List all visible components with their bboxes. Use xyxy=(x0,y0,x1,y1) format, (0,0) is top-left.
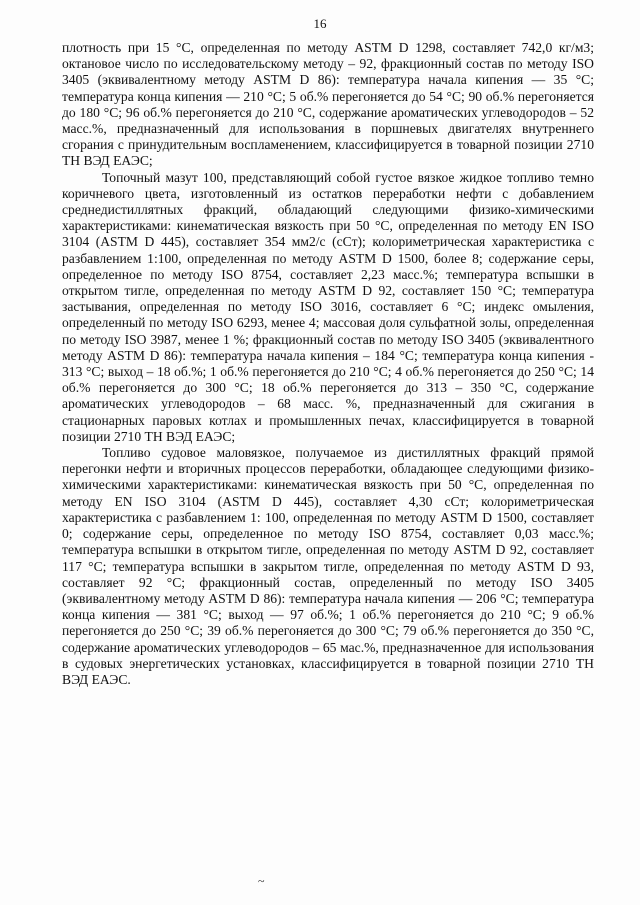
document-body xyxy=(62,40,594,688)
paragraph-marine-fuel: Топливо судовое маловязкое, получаемое из дистиллятных фракций прямой перегонки нефти и вторичных процессов переработки, обладающее следующими физико-химическими характеристиками: кинематическая вязкость при 50 °C, определенная по методу EN ISO 3104 (ASTM D 445), составляет 4,30 сСт; колориметрическая характеристика с разбавлением 1: 100, определенная по методу ASTM D 1500, составляет 0; содержание серы, определенное по методу ISO 8754, составляет 0,03 масс.%; температура вспышки в открытом тигле, определенная по методу ASTM D 92, составляет 117 °C; температура вспышки в закрытом тигле, определенная по методу ASTM D 93, составляет 92 °C; фракционный состав, определенный по методу ISO 3405 (эквивалентному методу ASTM D 86): температура начала кипения — 206 °C; температура конца кипения — 381 °C; выход — 97 об.%; 1 об.% перегоняется до 210 °C; 9 об.% перегоняется до 250 °C; 39 об.% перегоняется до 300 °C; 79 об.% перегоняется до 350 °C, содержание ароматических углеводородов – 65 мас.%, предназначенное для использования в судовых энергетических установках, классифицируется в товарной позиции 2710 ТН ВЭД ЕАЭС. xyxy=(62,445,594,687)
paragraph-fuel-oil-100: Топочный мазут 100, представляющий собой густое вязкое жидкое топливо темно коричневого цвета, изготовленный из остатков переработки нефти с добавлением среднедистиллятных фракций, обладающий следующими физико-химическими характеристиками: кинематическая вязкость при 50 °C, определенная по методу EN ISO 3104 (ASTM D 445), составляет 354 мм2/с (сСт); колориметрическая характеристика с разбавлением 1:100, определенная по методу ASTM D 1500, более 8; содержание серы, определенное по методу ISO 8754, составляет 2,23 масс.%; температура вспышки в открытом тигле, определенная по методу ASTM D 92, составляет 150 °C; температура застывания, определенная по методу ISO 3016, составляет 6 °C; индекс омыления, определенный по методу ISO 6293, менее 4; массовая доля сульфатной золы, определенная по методу ISO 3987, менее 1 %; фракционный состав по методу ISO 3405 (эквивалентного методу ASTM D 86): температура начала кипения – 184 °C; температура конца кипения - 313 °C; выход – 18 об.%; 1 об.% перегоняется до 210 °C; 4 об.% перегоняется до 250 °C; 14 об.% перегоняется до 300 °C; 18 об.% перегоняется до 313 – 350 °C, содержание ароматических углеводородов – 68 масс. %, предназначенный для сжигания в стационарных паровых котлах и промышленных печах, классифицируется в товарной позиции 2710 ТН ВЭД ЕАЭС; xyxy=(62,169,594,444)
paragraph-gasoline-continuation: плотность при 15 °C, определенная по методу ASTM D 1298, составляет 742,0 кг/м3; октановое число по исследовательскому методу – 92, фракционный состав по методу ISO 3405 (эквивалентному методу ASTM D 86): температура начала кипения — 35 °C; температура конца кипения — 210 °C; 5 об.% перегоняется до 54 °C; 90 об.% перегоняется до 180 °C; 96 об.% перегоняется до 210 °C, содержание ароматических углеводородов – 52 масс.%, предназначенный для использования в поршневых двигателях внутреннего сгорания с принудительным воспламенением, классифицируется в товарной позиции 2710 ТН ВЭД ЕАЭС; xyxy=(62,40,594,169)
bottom-mark: ~ xyxy=(258,874,265,888)
page-number: 16 xyxy=(313,16,327,31)
